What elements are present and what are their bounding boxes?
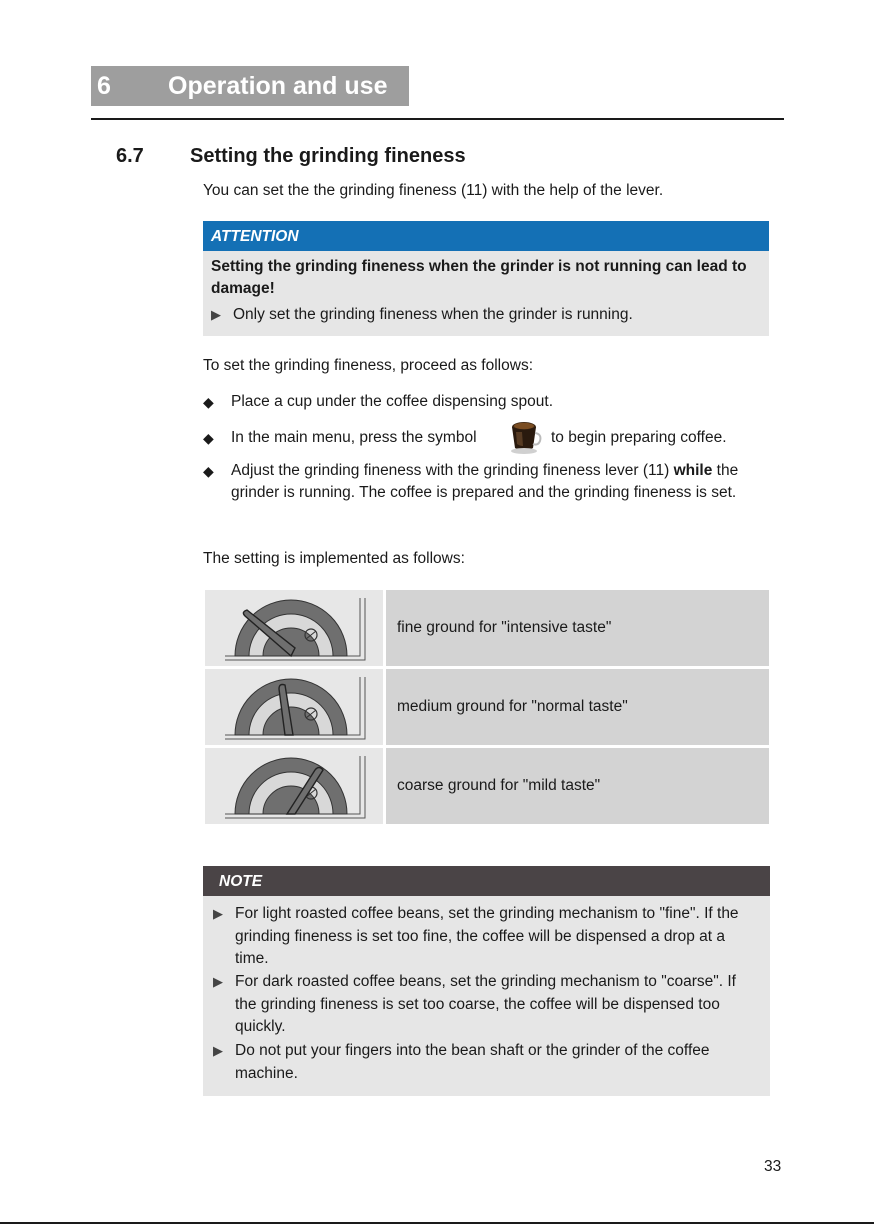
- note-label: NOTE: [219, 873, 263, 890]
- section-number: 6.7: [116, 145, 144, 167]
- arrow-right-icon: ▶: [213, 974, 223, 989]
- procedure-lead: To set the grinding fineness, proceed as follows:: [203, 357, 533, 374]
- attention-warning: Setting the grinding fineness when the grinder is not running can lead to damage!: [211, 258, 747, 297]
- attention-action-text: Only set the grinding fineness when the grinder is running.: [233, 306, 633, 323]
- arrow-right-icon: ▶: [213, 906, 223, 921]
- coffee-cup-icon: [510, 418, 542, 456]
- diamond-bullet-icon: ◆: [203, 430, 214, 446]
- settings-row: [205, 748, 769, 824]
- note-item-text: For light roasted coffee beans, set the grinding mechanism to "fine". If the grinding fineness is set too fine, the coffee will be dispensed a drop at a time.: [235, 905, 739, 967]
- settings-label-cell: [386, 748, 769, 824]
- attention-box: [203, 221, 769, 336]
- note-item: [213, 1040, 758, 1085]
- settings-label-cell: [386, 669, 769, 745]
- note-item: [213, 903, 758, 971]
- chapter-number: 6: [97, 72, 111, 100]
- procedure-step-text: Place a cup under the coffee dispensing spout.: [231, 393, 553, 410]
- page-number: 33: [764, 1158, 782, 1175]
- procedure-step-text-wrap: [231, 460, 771, 504]
- procedure-step-text: In the main menu, press the symbol: [231, 429, 477, 446]
- note-item-text: For dark roasted coffee beans, set the grinding mechanism to "coarse". If the grinding fineness is set too coarse, the coffee will be dispensed too quickly.: [235, 973, 736, 1035]
- page-bottom-rule: [0, 1222, 874, 1224]
- lever-medium-illustration: [205, 669, 383, 745]
- setting-label: medium ground for "normal taste": [397, 698, 628, 715]
- section-title: Setting the grinding fineness: [190, 145, 466, 167]
- arrow-right-icon: ▶: [213, 1043, 223, 1058]
- procedure-step-text-cont: the grinder is running. The coffee is prepared and the grinding fineness is set.: [231, 462, 739, 501]
- setting-label: coarse ground for "mild taste": [397, 777, 601, 794]
- chapter-title: Operation and use: [168, 72, 388, 100]
- diamond-bullet-icon: ◆: [203, 394, 214, 410]
- note-item-text: Do not put your fingers into the bean shaft or the grinder of the coffee machine.: [235, 1042, 710, 1082]
- setting-label: fine ground for "intensive taste": [397, 619, 612, 636]
- note-box: [203, 866, 770, 1096]
- settings-label-cell: [386, 590, 769, 666]
- settings-row: [205, 590, 769, 666]
- settings-lead: The setting is implemented as follows:: [203, 550, 465, 567]
- lever-coarse-illustration: [205, 748, 383, 824]
- settings-row: [205, 669, 769, 745]
- procedure-step-bold: while: [673, 462, 713, 479]
- procedure-step-text-wrap: [231, 427, 771, 449]
- chapter-divider: [91, 118, 784, 120]
- note-header: [203, 866, 770, 896]
- chapter-header: [91, 66, 409, 106]
- attention-action: [211, 304, 633, 326]
- procedure-step-text: Adjust the grinding fineness with the grinding fineness lever (11): [231, 462, 670, 479]
- note-item: [213, 971, 758, 1039]
- lever-fine-illustration: [205, 590, 383, 666]
- intro-text: You can set the the grinding fineness (11) with the help of the lever.: [203, 182, 664, 199]
- attention-header: [203, 221, 769, 251]
- settings-table: [205, 590, 769, 825]
- arrow-right-icon: ▶: [211, 307, 221, 322]
- diamond-bullet-icon: ◆: [203, 463, 214, 479]
- attention-label: ATTENTION: [211, 228, 299, 245]
- procedure-step-text-after: to begin preparing coffee.: [551, 429, 727, 446]
